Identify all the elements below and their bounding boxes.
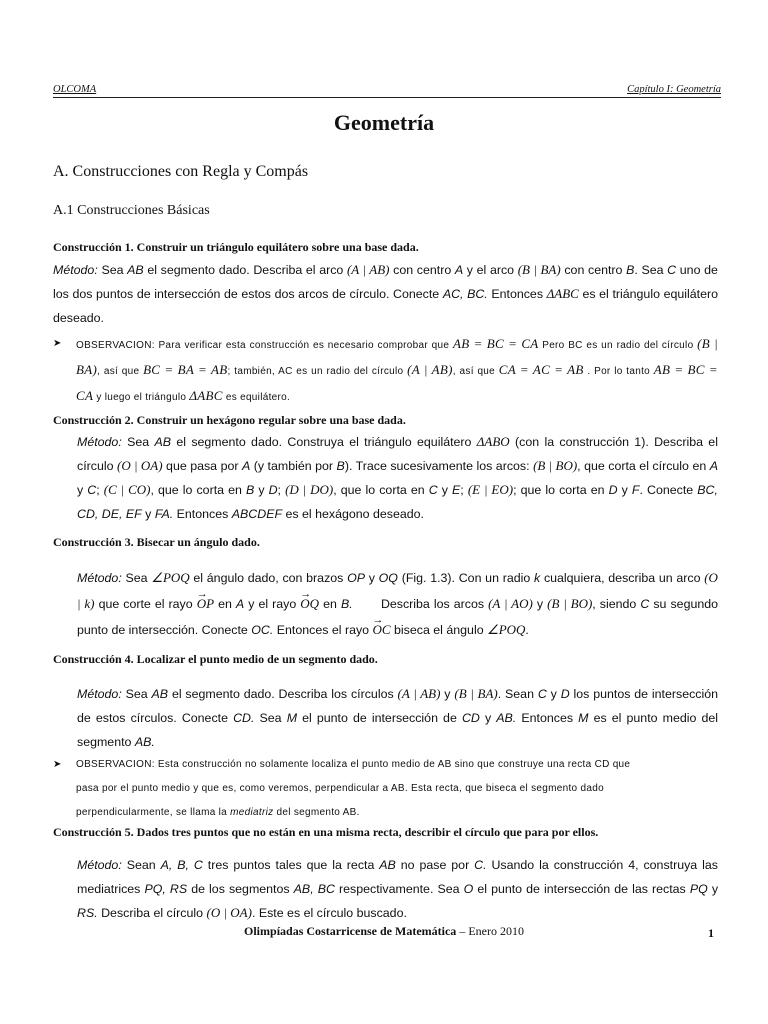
construction-5-heading: Construcción 5. Dados tres puntos que no están en una misma recta, describir el círculo que para por ellos. — [53, 825, 599, 839]
page-number: 1 — [708, 926, 714, 940]
construction-2-heading: Construcción 2. Construir un hexágono regular sobre una base dada. — [53, 413, 406, 427]
construction-5-method: Método: Sean A, B, C tres puntos tales que la recta AB no pase por C. Usando la construcción 4, construya las mediatrices PQ, RS de los segmentos AB, BC respectivamente. Sea O el punto de intersección de las rectas PQ y RS. Describa el círculo (O | OA). Este es el círculo buscado. — [77, 858, 719, 920]
construction-1-heading: Construcción 1. Construir un triángulo equilátero sobre una base dada. — [53, 240, 419, 254]
header-right: Capítulo I: Geometría — [627, 84, 721, 95]
bullet-arrow-icon: ➤ — [53, 338, 62, 349]
observation-2: ➤ OBSERVACION: Esta construcción no solamente localiza el punto medio de AB sino que construye una recta CD que pasa por el punto medio y que es, como veremos, perpendicular a AB. Esta recta, que biseca el segmento dado perpendicularmente, se llama la mediatriz del segmento AB. — [53, 753, 718, 825]
construction-1-method: Método: Sea AB el segmento dado. Describa el arco (A | AB) con centro A y el arco (B | BA) con centro B. Sea C uno de los dos puntos de intersección de estos dos arcos de círculo. Conecte AC, BC. Entonces ΔABC es el triángulo equilátero deseado. — [53, 262, 718, 325]
construction-4-method: Método: Sea AB el segmento dado. Describa los círculos (A | AB) y (B | BA). Sean C y D los puntos de intersección de estos círculos. Conecte CD. Sea M el punto de intersección de CD y AB. Entonces M es el punto medio del segmento AB. — [77, 686, 719, 749]
header-rule — [53, 97, 721, 98]
page-title: Geometría — [333, 110, 435, 135]
observation-1: ➤ OBSERVACION: Para verificar esta construcción es necesario comprobar que AB = BC = CA Pero BC es un radio del círculo (B | BA), así que BC = BA = AB; también, AC es un radio del círculo (A | AB), así que CA = AC = AB . Por lo tanto AB = BC = CA y luego el triángulo ΔABC es equilátero. — [53, 332, 718, 410]
section-heading: A. Construcciones con Regla y Compás — [53, 163, 309, 180]
footer: Olimpíadas Costarricense de Matemática – Enero 2010 — [244, 924, 524, 938]
subsection-heading: A.1 Construcciones Básicas — [53, 203, 210, 218]
construction-2-method: Método: Sea AB el segmento dado. Construya el triángulo equilátero ΔABO (con la construcción 1). Describa el círculo (O | OA) que pasa por A (y también por B). Trace sucesivamente los arcos: (B | BO), que corta el círculo en A y C; (C | CO), que lo corta en B y D; (D | DO), que lo corta en C y E; (E | EO); que lo corta en D y F. Conecte BC, CD, DE, EF y FA. Entonces ABCDEF es el hexágono deseado. — [77, 434, 718, 521]
header-left: OLCOMA — [53, 84, 97, 95]
construction-3-method: Método: Sea ∠POQ el ángulo dado, con brazos OP y OQ (Fig. 1.3). Con un radio k cualquiera, describa un arco (O | k) que corte el rayo → OP en A y el rayo → OQ en B. Describa los arcos (A | AO) y (B | BO), siendo C su segundo punto de intersección. Conecte OC. Entonces el rayo → OC biseca el ángulo ∠POQ. — [77, 565, 718, 643]
construction-4-heading: Construcción 4. Localizar el punto medio de un segmento dado. — [53, 652, 378, 666]
bullet-arrow-icon: ➤ — [53, 759, 62, 770]
construction-3-heading: Construcción 3. Bisecar un ángulo dado. — [53, 535, 260, 549]
